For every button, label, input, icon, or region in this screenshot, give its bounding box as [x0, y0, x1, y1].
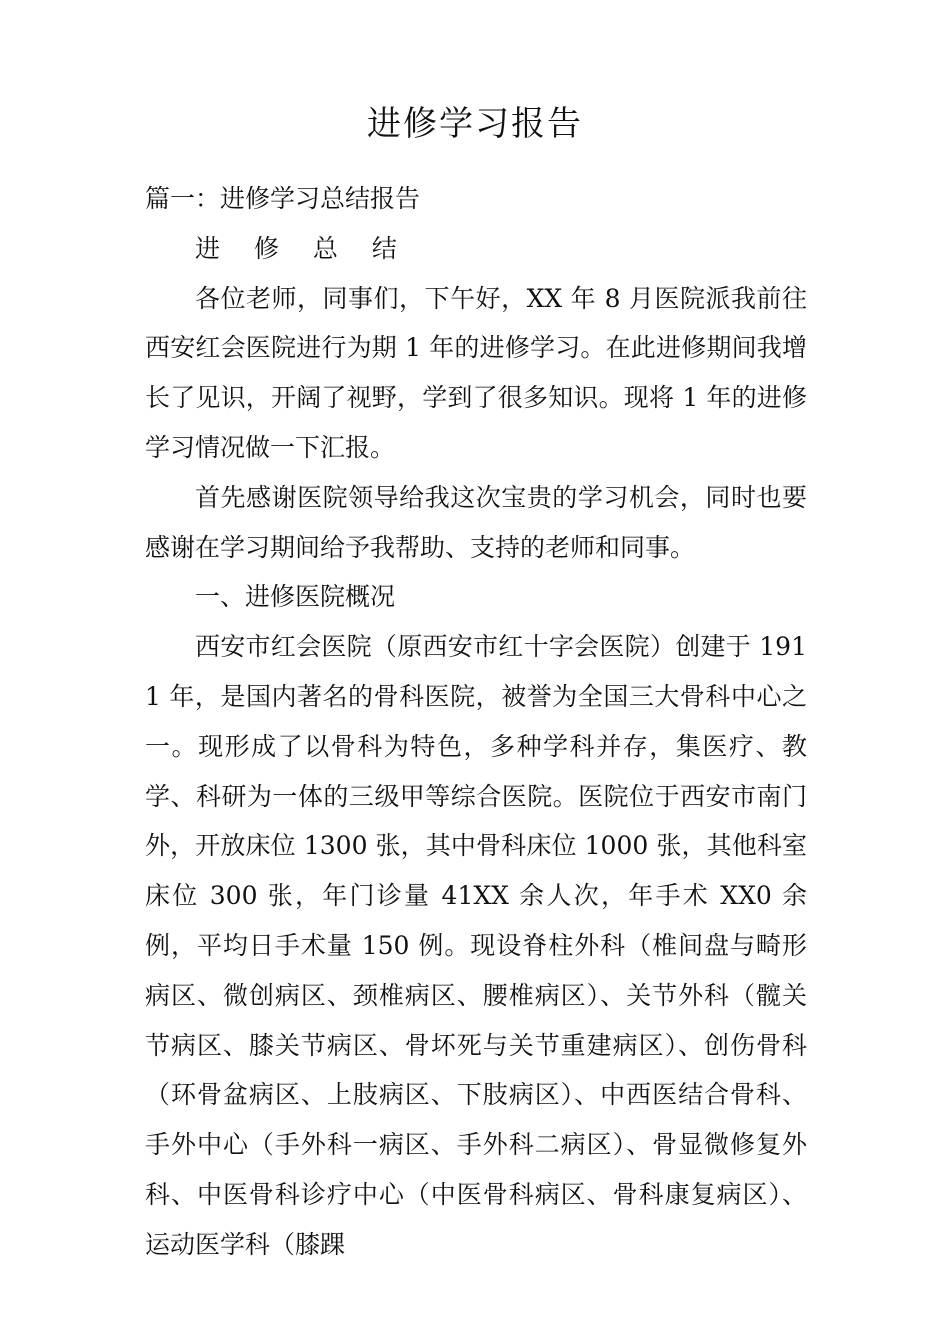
heading-hospital-overview: 一、进修医院概况 — [195, 582, 396, 612]
paragraph-thanks: 首先感谢医院领导给我这次宝贵的学习机会，同时也要感谢在学习期间给予我帮助、支持的老师和同事。 — [145, 482, 807, 562]
document-body — [145, 174, 807, 1270]
document-title: 进修学习报告 — [367, 104, 583, 144]
paragraph-greeting: 各位老师，同事们，下午好，XX 年 8 月医院派我前往西安红会医院进行为期 1 年的进修学习。在此进修期间我增长了见识，开阔了视野，学到了很多知识。现将 1 年的进修学习情况做一下汇报。 — [145, 283, 807, 462]
subtitle: 进 修 总 结 — [195, 233, 410, 263]
paragraph-hospital-overview: 西安市红会医院（原西安市红十字会医院）创建于 1911 年，是国内著名的骨科医院，被誉为全国三大骨科中心之一。现形成了以骨科为特色，多种学科并存，集医疗、教学、科研为一体的三级甲等综合医院。医院位于西安市南门外，开放床位 1300 张，其中骨科床位 1000 张，其他科室床位 300 张，年门诊量 41XX 余人次，年手术 XX0 余例，平均日手术量 150 例。现设脊柱外科（椎间盘与畸形病区、微创病区、颈椎病区、腰椎病区）、关节外科（髋关节病区、膝关节病区、骨坏死与关节重建病区）、创伤骨科（环骨盆病区、上肢病区、下肢病区）、中西医结合骨科、手外中心（手外科一病区、手外科二病区）、骨显微修复外科、中医骨科诊疗中心（中医骨科病区、骨科康复病区）、运动医学科（膝踝 — [145, 632, 807, 1259]
section-heading: 篇一：进修学习总结报告 — [145, 184, 421, 213]
